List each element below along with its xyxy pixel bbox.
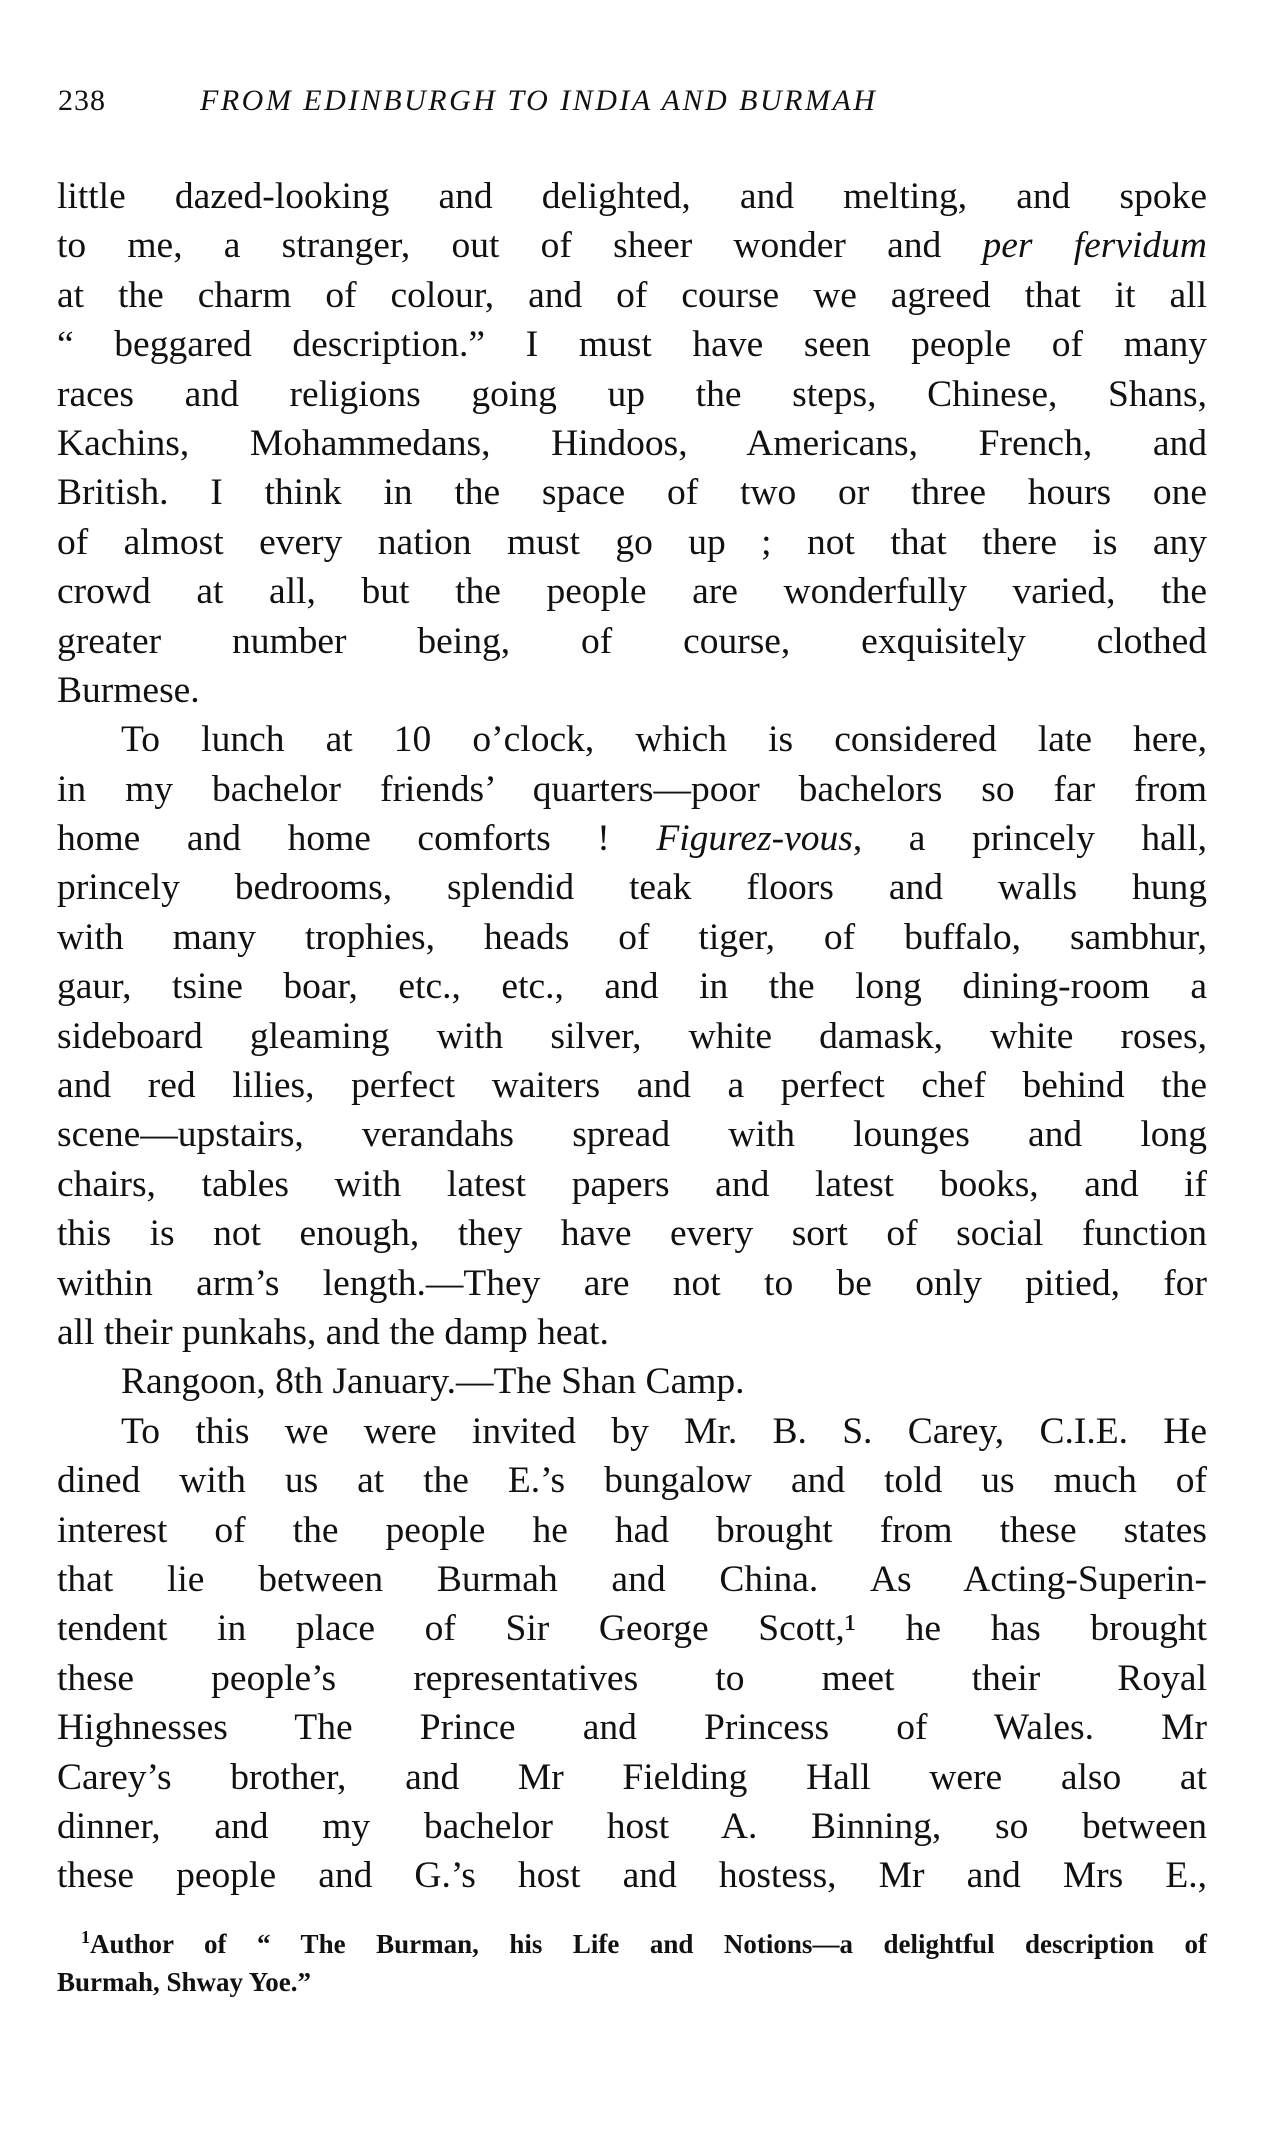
- text-line: chairs, tables with latest papers and latest books, and if: [57, 1163, 1207, 1205]
- footnote-line: Burmah, Shway Yoe.”: [57, 1967, 312, 1997]
- text-line: these people’s representatives to meet their Royal: [57, 1657, 1207, 1699]
- page-header: [58, 84, 1208, 128]
- text-line: all their punkahs, and the damp heat.: [57, 1311, 609, 1353]
- text-line: “ beggared description.” I must have seen people of many: [57, 324, 1207, 366]
- text-line: To lunch at 10 o’clock, which is considered late here,: [121, 719, 1207, 761]
- text-line: dinner, and my bachelor host A. Binning, so between: [57, 1805, 1207, 1847]
- text-line: sideboard gleaming with silver, white damask, white roses,: [57, 1015, 1207, 1057]
- footnote-text: Author of “ The Burman, his Life and Notions—a delightful description of: [90, 1929, 1207, 1959]
- text-line: gaur, tsine boar, etc., etc., and in the long dining-room a: [57, 966, 1207, 1008]
- text-line: little dazed-looking and delighted, and melting, and spoke: [57, 176, 1207, 217]
- page-number: 238: [58, 84, 106, 117]
- text-line: Highnesses The Prince and Princess of Wales. Mr: [57, 1707, 1207, 1749]
- text-line: tendent in place of Sir George Scott,¹ he has brought: [57, 1608, 1207, 1650]
- text-line: races and religions going up the steps, Chinese, Shans,: [57, 373, 1207, 415]
- text-line: this is not enough, they have every sort of social function: [57, 1213, 1207, 1255]
- text-line: at the charm of colour, and of course we agreed that it all: [57, 274, 1207, 316]
- text-line: these people and G.’s host and hostess, Mr and Mrs E.,: [57, 1855, 1207, 1897]
- text-line: home and home comforts ! Figurez-vous, a princely hall,: [57, 818, 1207, 860]
- footnote-line: [57, 1925, 1207, 1963]
- text-line: that lie between Burmah and China. As Acting-Superin-: [57, 1558, 1207, 1600]
- text-line: with many trophies, heads of tiger, of buffalo, sambhur,: [57, 916, 1207, 958]
- text-line: and red lilies, perfect waiters and a perfect chef behind the: [57, 1065, 1207, 1107]
- text-line: Kachins, Mohammedans, Hindoos, Americans, French, and: [57, 422, 1207, 464]
- running-title: FROM EDINBURGH TO INDIA AND BURMAH: [200, 84, 878, 117]
- text-line: princely bedrooms, splendid teak floors and walls hung: [57, 867, 1207, 909]
- text-line: Burmese.: [57, 669, 200, 711]
- italic-phrase: per fervidum: [982, 225, 1207, 267]
- text-line: of almost every nation must go up ; not that there is any: [57, 521, 1207, 563]
- text-line: dined with us at the E.’s bungalow and told us much of: [57, 1460, 1207, 1502]
- text-line: in my bachelor friends’ quarters—poor bachelors so far from: [57, 768, 1207, 810]
- text-line: British. I think in the space of two or three hours one: [57, 472, 1207, 514]
- text-line: crowd at all, but the people are wonderfully varied, the: [57, 571, 1207, 613]
- text-line: Carey’s brother, and Mr Fielding Hall were also at: [57, 1756, 1207, 1798]
- text-line: scene—upstairs, verandahs spread with lounges and long: [57, 1114, 1207, 1156]
- text-line: within arm’s length.—They are not to be only pitied, for: [57, 1262, 1207, 1304]
- footnote: [57, 1925, 1207, 2001]
- text-line: interest of the people he had brought from these states: [57, 1509, 1207, 1551]
- text-line: To this we were invited by Mr. B. S. Carey, C.I.E. He: [121, 1410, 1207, 1452]
- footnote-marker: 1: [81, 1927, 90, 1947]
- italic-phrase: Figurez-vous: [656, 818, 853, 860]
- text-line: Rangoon, 8th January.—The Shan Camp.: [121, 1361, 745, 1403]
- text-line: to me, a stranger, out of sheer wonder and per fervidum: [57, 225, 1207, 267]
- body-text: [57, 172, 1207, 1901]
- text-line: greater number being, of course, exquisitely clothed: [57, 620, 1207, 662]
